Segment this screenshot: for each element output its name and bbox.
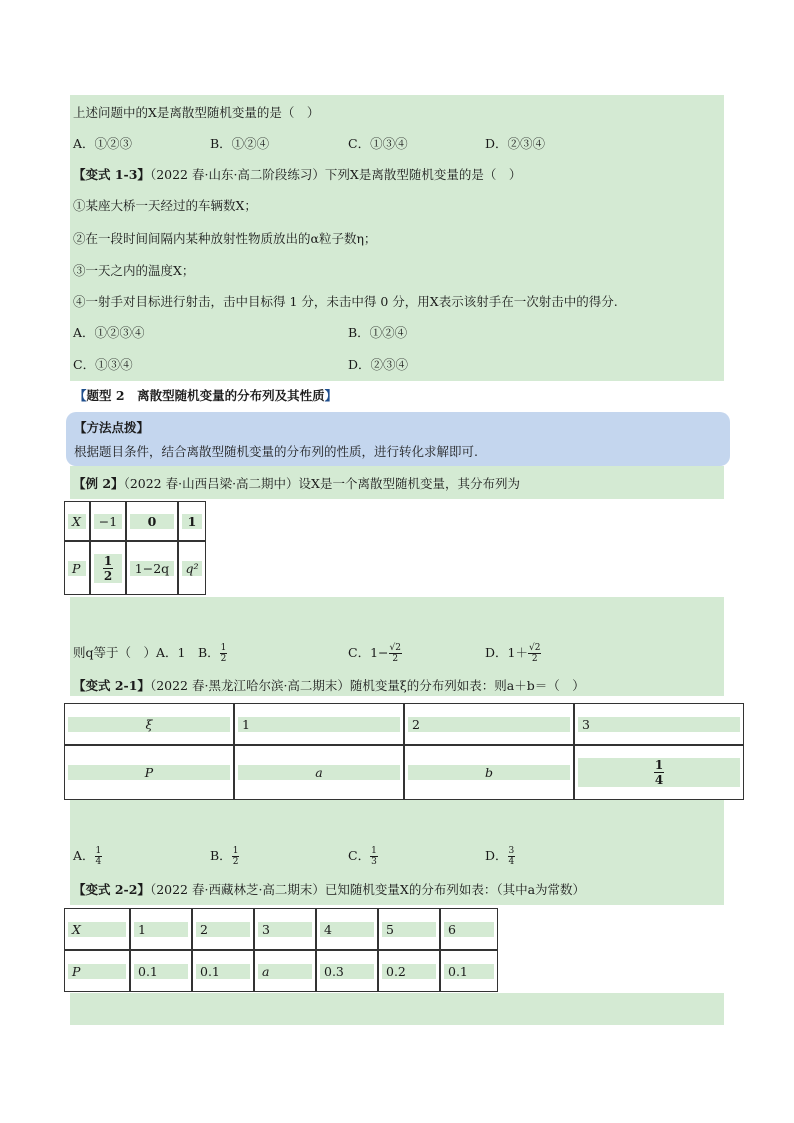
option-d: D．②③④ bbox=[348, 357, 409, 372]
variant-2-2-distribution-table: X 1 2 3 4 5 6 P 0.1 0.1 a 0.3 0.2 0.1 bbox=[64, 908, 498, 992]
green-band-bottom bbox=[70, 993, 724, 1025]
option-b: B．①②④ bbox=[210, 136, 270, 151]
option-d: D．②③④ bbox=[485, 136, 546, 151]
option-c: C． $\frac{1}{3}$ bbox=[348, 846, 377, 867]
option-b: B． $\frac{1}{2}$ bbox=[210, 846, 239, 867]
option-b: B．①②④ bbox=[348, 325, 408, 340]
variant-2-1-stem: 【变式 2-1】（2022 春·黑龙江哈尔滨·高二期末）随机变量ξ的分布列如表：则a＋b＝（ ） bbox=[73, 678, 585, 693]
option-a: A．①②③④ bbox=[73, 325, 145, 340]
variant-2-2-stem: 【变式 2-2】（2022 春·西藏林芝·高二期末）已知随机变量X的分布列如表：（其中a为常数） bbox=[73, 882, 586, 897]
option-a: A． $\frac{1}{4}$ bbox=[73, 846, 102, 867]
example-2-question: 则q等于（ ）A．1 B． $\frac{1}{2}$ C．1− $\frac{√2}{2}$ D．1＋ $\frac{√2}{2}$ bbox=[70, 637, 724, 668]
option-c: C．①③④ bbox=[73, 357, 133, 372]
variant-1-3-options-row2 bbox=[70, 349, 724, 380]
option-a: A．①②③ bbox=[73, 136, 133, 151]
variant-1-3-item-1: ①某座大桥一天经过的车辆数X； bbox=[73, 198, 257, 213]
question-intro: 上述问题中的X是离散型随机变量的是（ ） bbox=[73, 105, 320, 120]
variant-1-3-stem: 【变式 1-3】（2022 春·山东·高二阶段练习）下列X是离散型随机变量的是（ ） bbox=[73, 167, 522, 182]
example-2-distribution-table: X −1 0 1 P $\frac{1}{2}$ 1−2q q² bbox=[64, 501, 206, 595]
question-intro-options bbox=[70, 128, 724, 159]
variant-2-1-options bbox=[70, 840, 724, 871]
method-text: 根据题目条件，结合离散型随机变量的分布列的性质，进行转化求解即可. bbox=[74, 444, 478, 459]
variant-1-3-options-row1 bbox=[70, 317, 724, 348]
variant-2-1-distribution-table: ξ 1 2 3 P a b $\frac{1}{4}$ bbox=[64, 703, 744, 800]
section-heading: 【题型 2 离散型随机变量的分布列及其性质】 bbox=[74, 388, 338, 403]
variant-1-3-item-4: ④一射手对目标进行射击，击中目标得 1 分，未击中得 0 分，用X表示该射手在一次射击中的得分. bbox=[73, 294, 618, 309]
option-c: C．1− $\frac{√2}{2}$ bbox=[348, 643, 401, 664]
example-2-stem: 【例 2】（2022 春·山西吕梁·高二期中）设X是一个离散型随机变量，其分布列为 bbox=[73, 476, 520, 491]
method-tip-box bbox=[66, 412, 730, 466]
option-d: D． $\frac{3}{4}$ bbox=[485, 846, 515, 867]
variant-1-3-item-3: ③一天之内的温度X； bbox=[73, 263, 195, 278]
option-d: D．1＋ $\frac{√2}{2}$ bbox=[485, 643, 541, 664]
variant-1-3-item-2: ②在一段时间间隔内某种放射性物质放出的α粒子数η； bbox=[73, 231, 377, 246]
option-c: C．①③④ bbox=[348, 136, 408, 151]
method-title: 【方法点拨】 bbox=[74, 420, 150, 435]
